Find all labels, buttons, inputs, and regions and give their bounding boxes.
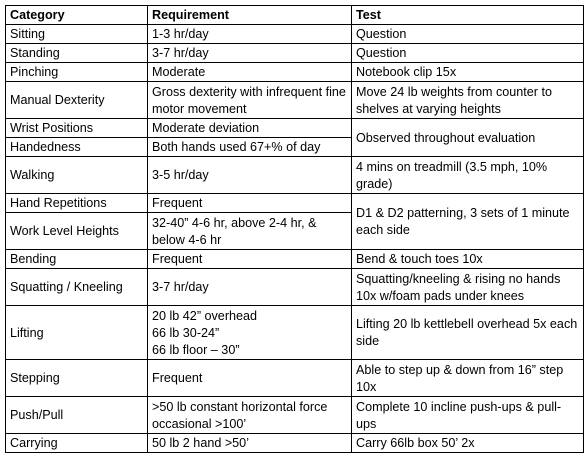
test-cell: 4 mins on treadmill (3.5 mph, 10% grade)	[352, 157, 584, 194]
requirement-cell: Frequent	[148, 360, 352, 397]
table-row	[6, 250, 584, 269]
requirement-cell: 3-7 hr/day	[148, 44, 352, 63]
table-row	[6, 25, 584, 44]
test-cell: Squatting/kneeling & rising no hands 10x w/foam pads under knees	[352, 269, 584, 306]
requirement-cell: Moderate deviation	[148, 119, 352, 138]
category-cell: Handedness	[6, 138, 148, 157]
test-cell: Bend & touch toes 10x	[352, 250, 584, 269]
category-cell: Sitting	[6, 25, 148, 44]
category-cell: Bending	[6, 250, 148, 269]
requirements-table	[5, 5, 584, 453]
requirement-cell: Moderate	[148, 63, 352, 82]
requirement-cell: 3-7 hr/day	[148, 269, 352, 306]
table-row	[6, 63, 584, 82]
header-category: Category	[6, 6, 148, 25]
requirement-cell: 32-40” 4-6 hr, above 2-4 hr, & below 4-6 hr	[148, 213, 352, 250]
category-cell: Manual Dexterity	[6, 82, 148, 119]
category-cell: Stepping	[6, 360, 148, 397]
header-requirement: Requirement	[148, 6, 352, 25]
category-cell: Standing	[6, 44, 148, 63]
test-cell-merged: Observed throughout evaluation	[352, 119, 584, 157]
header-row	[6, 6, 584, 25]
category-cell: Lifting	[6, 306, 148, 360]
test-cell: Notebook clip 15x	[352, 63, 584, 82]
table-row	[6, 434, 584, 453]
table-row	[6, 119, 584, 138]
requirement-cell: 1-3 hr/day	[148, 25, 352, 44]
table-row	[6, 157, 584, 194]
test-cell: Able to step up & down from 16” step 10x	[352, 360, 584, 397]
category-cell: Pinching	[6, 63, 148, 82]
category-cell: Carrying	[6, 434, 148, 453]
requirement-line: 66 lb floor – 30”	[152, 342, 240, 357]
test-cell: Carry 66lb box 50’ 2x	[352, 434, 584, 453]
test-cell: Lifting 20 lb kettlebell overhead 5x each side	[352, 306, 584, 360]
test-cell: Question	[352, 44, 584, 63]
category-cell: Push/Pull	[6, 397, 148, 434]
table-row	[6, 360, 584, 397]
requirement-cell	[148, 306, 352, 360]
category-cell: Hand Repetitions	[6, 194, 148, 213]
test-cell: Move 24 lb weights from counter to shelves at varying heights	[352, 82, 584, 119]
test-cell: Question	[352, 25, 584, 44]
requirement-cell: Both hands used 67+% of day	[148, 138, 352, 157]
table-row	[6, 194, 584, 213]
category-cell: Walking	[6, 157, 148, 194]
requirement-cell: Gross dexterity with infrequent fine motor movement	[148, 82, 352, 119]
table-row	[6, 82, 584, 119]
requirements-table-container	[5, 5, 584, 453]
table-row	[6, 269, 584, 306]
table-row	[6, 44, 584, 63]
test-cell-merged: D1 & D2 patterning, 3 sets of 1 minute each side	[352, 194, 584, 250]
category-cell: Work Level Heights	[6, 213, 148, 250]
requirement-cell: Frequent	[148, 250, 352, 269]
requirement-cell: 50 lb 2 hand >50’	[148, 434, 352, 453]
header-test: Test	[352, 6, 584, 25]
requirement-cell: Frequent	[148, 194, 352, 213]
test-cell: Complete 10 incline push-ups & pull-ups	[352, 397, 584, 434]
table-row	[6, 306, 584, 360]
requirement-cell: 3-5 hr/day	[148, 157, 352, 194]
category-cell: Squatting / Kneeling	[6, 269, 148, 306]
requirement-line: 66 lb 30-24”	[152, 325, 220, 340]
table-row	[6, 397, 584, 434]
category-cell: Wrist Positions	[6, 119, 148, 138]
requirement-cell: >50 lb constant horizontal force occasional >100’	[148, 397, 352, 434]
requirement-line: 20 lb 42” overhead	[152, 308, 258, 323]
